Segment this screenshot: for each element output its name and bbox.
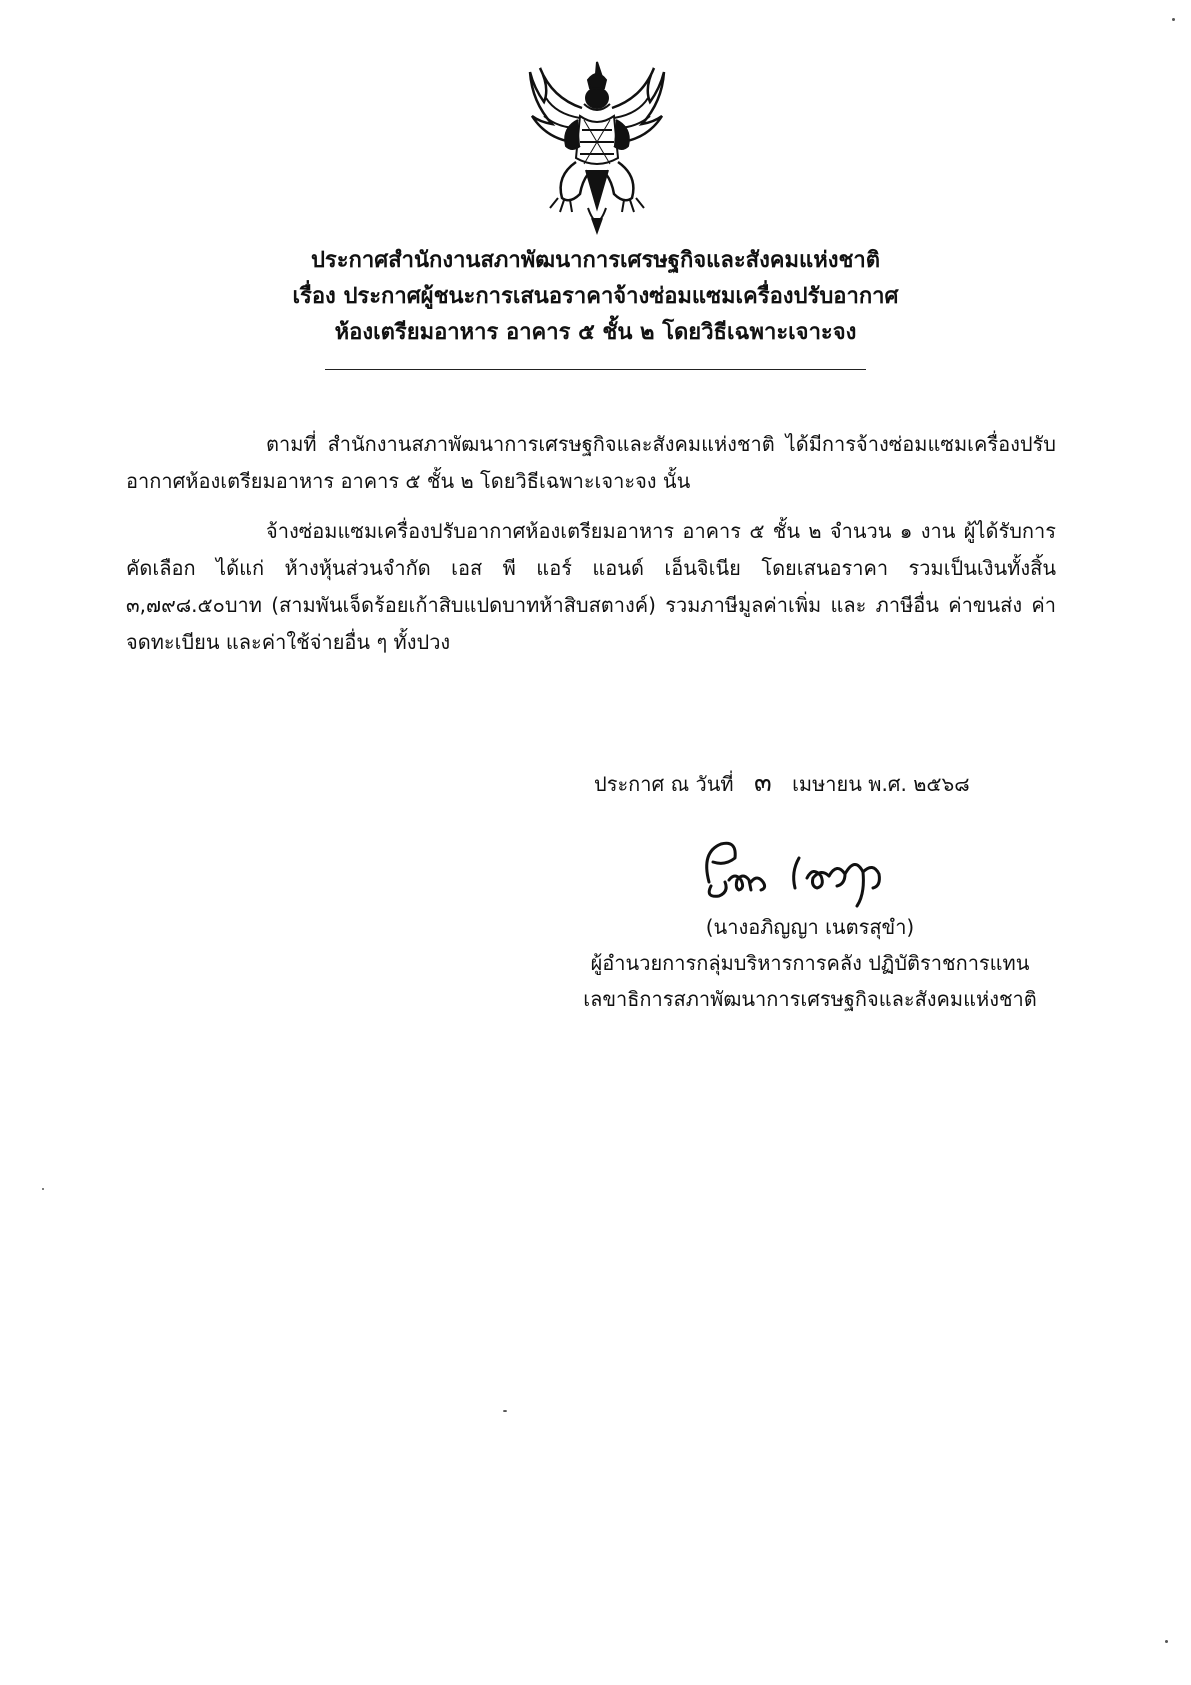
date-day: ๓ [753, 768, 772, 798]
announcement-date [594, 766, 1014, 801]
announcement-title: ประกาศสำนักงานสภาพัฒนาการเศรษฐกิจและสังคมแห่งชาติ [310, 248, 881, 273]
title-divider [325, 369, 866, 370]
announcement-subject: เรื่อง ประกาศผู้ชนะการเสนอราคาจ้างซ่อมแซมเครื่องปรับอากาศ [292, 284, 899, 309]
scan-speck [1165, 1640, 1168, 1643]
body-paragraph-2: จ้างซ่อมแซมเครื่องปรับอากาศห้องเตรียมอาหาร อาคาร ๕ ชั้น ๒ จำนวน ๑ งาน ผู้ได้รับการคัดเลือก ได้แก่ ห้างหุ้นส่วนจำกัด เอส พี แอร์ แอนด์ เอ็นจิเนีย โดยเสนอราคา รวมเป็นเงินทั้งสิ้น ๓,๗๙๘.๕๐บาท (สามพันเจ็ดร้อยเก้าสิบแปดบาทห้าสิบสตางค์) รวมภาษีมูลค่าเพิ่ม และ ภาษีอื่น ค่าขนส่ง ค่าจดทะเบียน และค่าใช้จ่ายอื่น ๆ ทั้งปวง [126, 519, 1056, 654]
announcement-subject-continued: ห้องเตรียมอาหาร อาคาร ๕ ชั้น ๒ โดยวิธีเฉพาะเจาะจง [334, 320, 857, 345]
signatory-position: ผู้อำนวยการกลุ่มบริหารการคลัง ปฏิบัติราชการแทน [590, 951, 1030, 975]
scan-speck [42, 1188, 44, 1190]
signatory-name: (นางอภิญญา เนตรสุขำ) [705, 915, 915, 939]
body-paragraph-1: ตามที่ สำนักงานสภาพัฒนาการเศรษฐกิจและสังคมแห่งชาติ ได้มีการจ้างซ่อมแซมเครื่องปรับอากาศห้องเตรียมอาหาร อาคาร ๕ ชั้น ๒ โดยวิธีเฉพาะเจาะจง นั้น [126, 432, 1056, 493]
date-prefix: ประกาศ ณ วันที่ [594, 772, 734, 796]
scan-speck [503, 1410, 507, 1412]
scan-speck [1172, 18, 1175, 21]
handwritten-signature [695, 832, 915, 910]
date-month-year: เมษายน พ.ศ. ๒๕๖๘ [792, 772, 970, 796]
garuda-emblem-icon [522, 58, 672, 236]
signatory-position-continued: เลขาธิการสภาพัฒนาการเศรษฐกิจและสังคมแห่งชาติ [583, 987, 1037, 1011]
